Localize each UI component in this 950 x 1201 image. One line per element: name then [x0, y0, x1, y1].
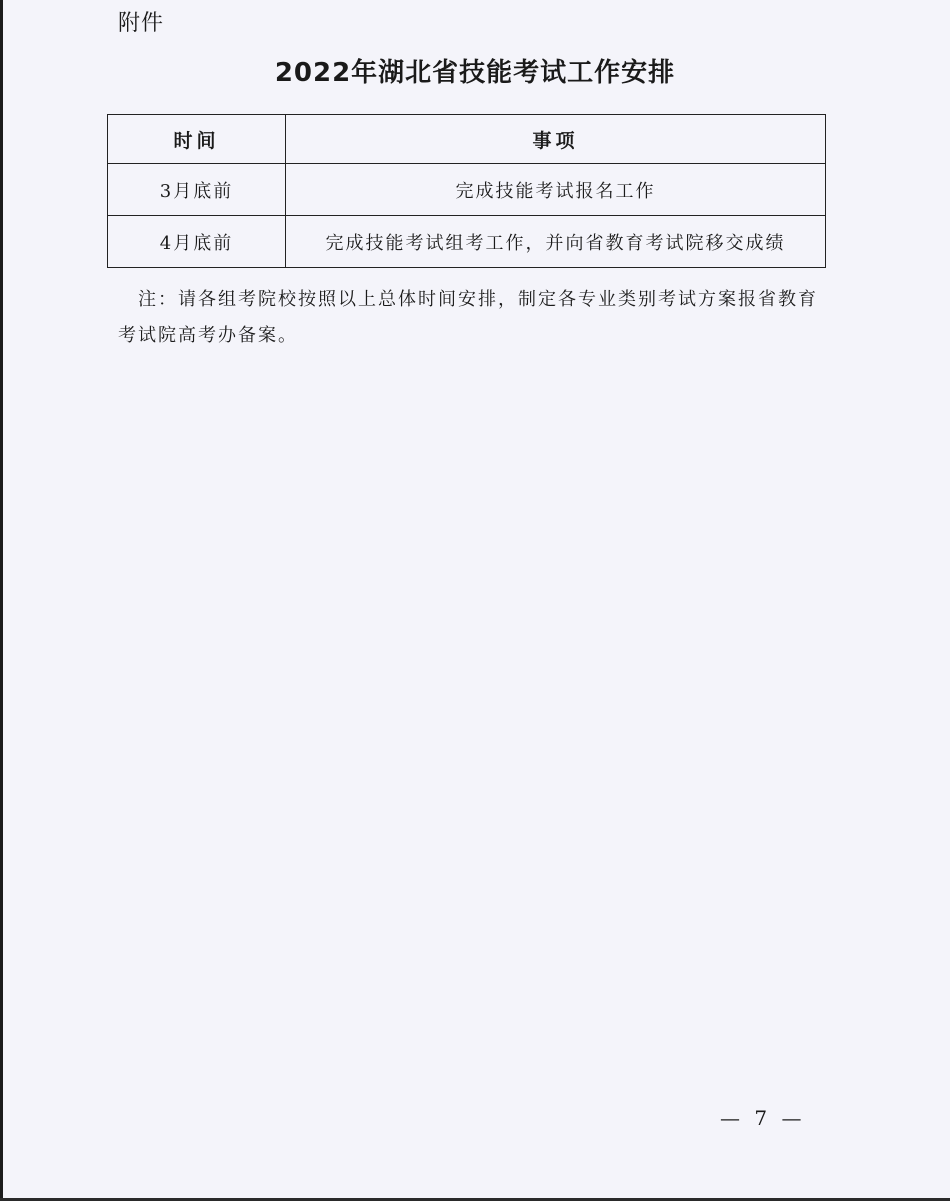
row-item-cell: 完成技能考试报名工作 [286, 164, 826, 216]
column-header-item: 事项 [286, 115, 826, 164]
table-row [108, 216, 826, 268]
table-header-row [108, 115, 826, 164]
note-paragraph: 注：请各组考院校按照以上总体时间安排，制定各专业类别考试方案报省教育考试院高考办备案。 [118, 289, 818, 346]
page-number: — 7 — [720, 1106, 806, 1130]
row-time-cell: 4月底前 [108, 216, 286, 268]
column-header-time: 时间 [108, 115, 286, 164]
page-edge [0, 0, 3, 1201]
table-row [108, 164, 826, 216]
row-time-cell: 3月底前 [108, 164, 286, 216]
schedule-table [107, 114, 826, 268]
attachment-label: 附件 [118, 11, 165, 36]
row-item-cell: 完成技能考试组考工作，并向省教育考试院移交成绩 [286, 216, 826, 268]
page-title: 2022年湖北省技能考试工作安排 [274, 58, 676, 88]
